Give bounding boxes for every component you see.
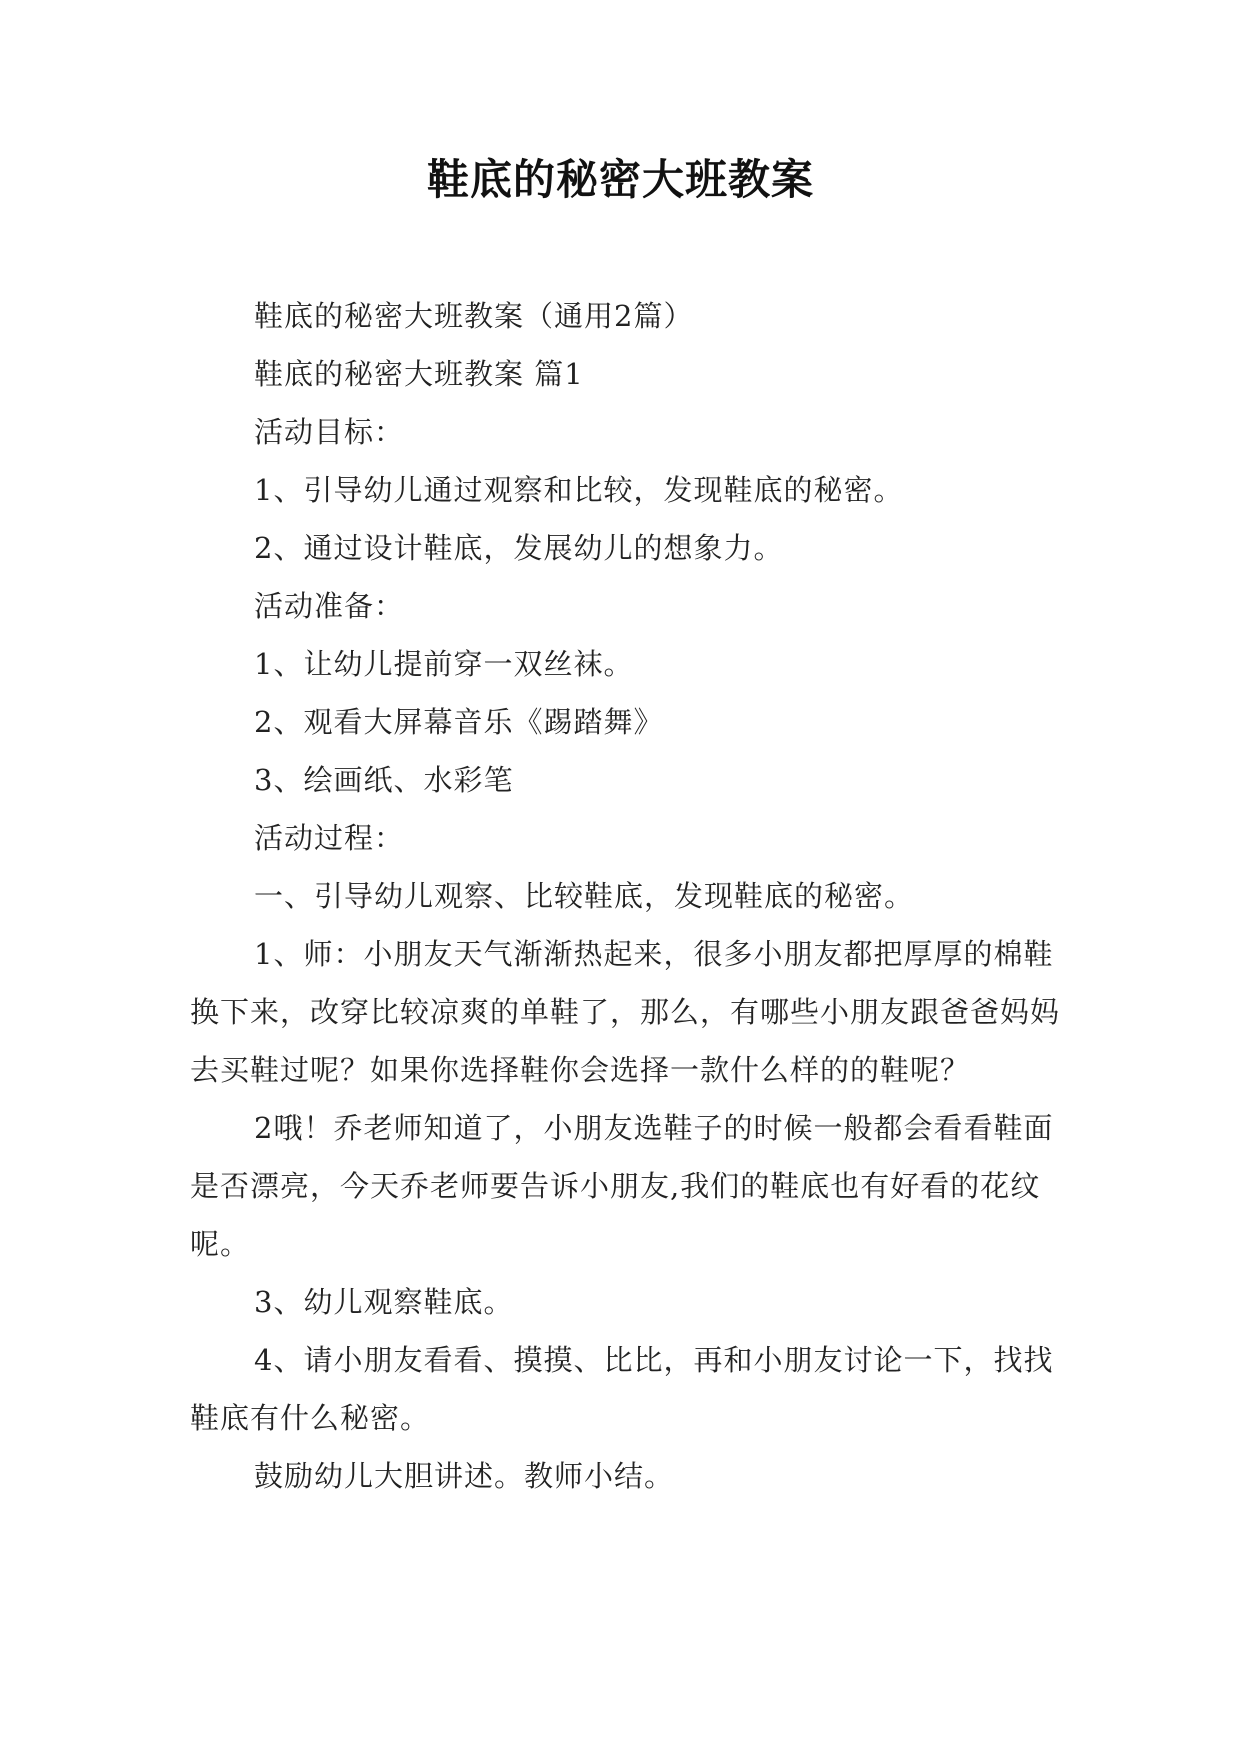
document-title: 鞋底的秘密大班教案	[426, 155, 814, 204]
document-body	[190, 287, 1062, 1505]
paragraph-goal-2: 2、通过设计鞋底，发展幼儿的想象力。	[254, 531, 784, 565]
paragraph-section-preparation: 活动准备：	[254, 589, 405, 623]
paragraph-prep-1: 1、让幼儿提前穿一双丝袜。	[254, 647, 634, 681]
paragraph-subtitle: 鞋底的秘密大班教案（通用2篇）	[254, 299, 694, 333]
paragraph-process-step-3: 3、幼儿观察鞋底。	[254, 1285, 514, 1319]
paragraph-goal-1: 1、引导幼儿通过观察和比较，发现鞋底的秘密。	[254, 473, 904, 507]
paragraph-section-process: 活动过程：	[254, 821, 405, 855]
paragraph-prep-2: 2、观看大屏幕音乐《踢踏舞》	[254, 705, 664, 739]
paragraph-process-heading-1: 一、引导幼儿观察、比较鞋底，发现鞋底的秘密。	[254, 879, 915, 913]
paragraph-part-heading: 鞋底的秘密大班教案 篇1	[254, 357, 584, 391]
paragraph-prep-3: 3、绘画纸、水彩笔	[254, 763, 514, 797]
paragraph-process-step-1: 1、师：小朋友天气渐渐热起来，很多小朋友都把厚厚的棉鞋换下来，改穿比较凉爽的单鞋了，那么，有哪些小朋友跟爸爸妈妈去买鞋过呢？如果你选择鞋你会选择一款什么样的的鞋呢？	[190, 937, 1061, 1087]
paragraph-process-step-2: 2哦！乔老师知道了，小朋友选鞋子的时候一般都会看看鞋面是否漂亮，今天乔老师要告诉小朋友,我们的鞋底也有好看的花纹呢。	[190, 1111, 1054, 1261]
paragraph-process-step-4: 4、请小朋友看看、摸摸、比比，再和小朋友讨论一下，找找鞋底有什么秘密。	[190, 1343, 1054, 1435]
paragraph-teacher-summary: 鼓励幼儿大胆讲述。教师小结。	[254, 1459, 675, 1493]
paragraph-section-goals: 活动目标：	[254, 415, 405, 449]
